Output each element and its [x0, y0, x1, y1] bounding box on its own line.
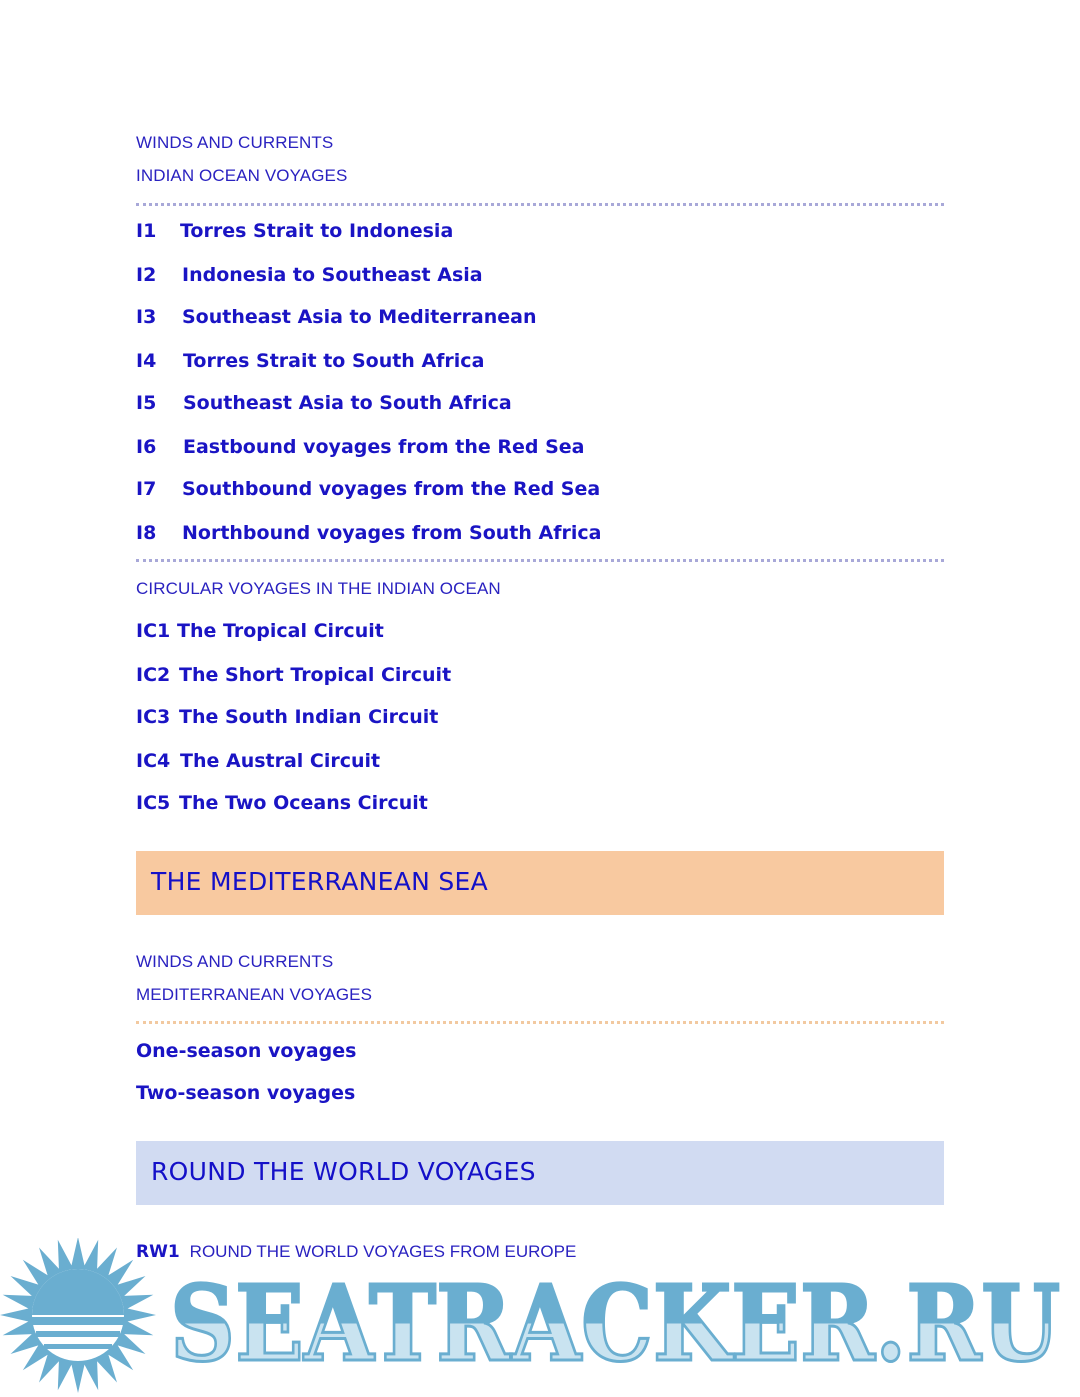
route-title: Torres Strait to Indonesia — [180, 220, 454, 242]
route-entry[interactable] — [136, 264, 483, 286]
route-entry[interactable] — [136, 436, 585, 458]
rw-title: ROUND THE WORLD VOYAGES FROM EUROPE — [189, 1242, 577, 1261]
sun-icon — [0, 1238, 156, 1393]
route-code: I3 — [136, 306, 157, 328]
circuit-title: The Tropical Circuit — [177, 620, 384, 642]
route-title: Torres Strait to South Africa — [183, 350, 485, 372]
circular-voyages-heading[interactable]: CIRCULAR VOYAGES IN THE INDIAN OCEAN — [136, 579, 501, 598]
circuit-code: IC4 — [136, 750, 171, 772]
mediterranean-section-band — [136, 851, 944, 915]
indian-winds-heading[interactable]: WINDS AND CURRENTS — [136, 133, 334, 152]
divider — [136, 559, 944, 562]
divider — [136, 1021, 944, 1024]
circuit-title: The South Indian Circuit — [179, 706, 439, 728]
circuit-entry[interactable] — [136, 620, 384, 642]
route-code: I6 — [136, 436, 157, 458]
circuit-entry[interactable] — [136, 750, 380, 772]
circuit-code: IC3 — [136, 706, 171, 728]
route-title: Southeast Asia to South Africa — [183, 392, 512, 414]
route-title: Southeast Asia to Mediterranean — [182, 306, 537, 328]
route-title: Southbound voyages from the Red Sea — [182, 478, 601, 500]
route-title: Northbound voyages from South Africa — [182, 522, 602, 544]
route-entry[interactable] — [136, 478, 600, 500]
route-code: I7 — [136, 478, 157, 500]
divider — [136, 203, 944, 206]
watermark-text: SEATRACKER.RU — [170, 1262, 1060, 1385]
seatracker-watermark — [0, 1238, 1080, 1397]
route-entry[interactable] — [136, 220, 453, 242]
route-title: Eastbound voyages from the Red Sea — [183, 436, 585, 458]
route-entry[interactable] — [136, 350, 484, 372]
circuit-code: IC2 — [136, 664, 171, 686]
route-entry[interactable] — [136, 306, 537, 328]
mediterranean-section-title[interactable]: THE MEDITERRANEAN SEA — [151, 867, 489, 896]
route-entry[interactable] — [136, 392, 512, 414]
route-code: I5 — [136, 392, 157, 414]
circuit-title: The Two Oceans Circuit — [179, 792, 428, 814]
circuit-title: The Short Tropical Circuit — [179, 664, 452, 686]
indian-voyages-heading[interactable]: INDIAN OCEAN VOYAGES — [136, 166, 348, 185]
circuit-title: The Austral Circuit — [180, 750, 381, 772]
med-winds-heading[interactable]: WINDS AND CURRENTS — [136, 952, 334, 971]
med-voyages-heading[interactable]: MEDITERRANEAN VOYAGES — [136, 985, 373, 1004]
med-voyage-entry[interactable]: Two-season voyages — [136, 1082, 356, 1104]
circuit-entry[interactable] — [136, 792, 428, 814]
route-code: I4 — [136, 350, 157, 372]
med-voyage-entry[interactable]: One-season voyages — [136, 1040, 357, 1062]
circuit-code: IC1 — [136, 620, 171, 642]
route-code: I1 — [136, 220, 157, 242]
route-code: I2 — [136, 264, 157, 286]
round-world-section-title[interactable]: ROUND THE WORLD VOYAGES — [151, 1157, 536, 1186]
rw-code: RW1 — [136, 1242, 180, 1262]
round-world-section-band — [136, 1141, 944, 1205]
circuit-entry[interactable] — [136, 706, 438, 728]
route-entry[interactable] — [136, 522, 601, 544]
circuit-entry[interactable] — [136, 664, 451, 686]
circuit-code: IC5 — [136, 792, 171, 814]
route-code: I8 — [136, 522, 157, 544]
route-title: Indonesia to Southeast Asia — [182, 264, 483, 286]
